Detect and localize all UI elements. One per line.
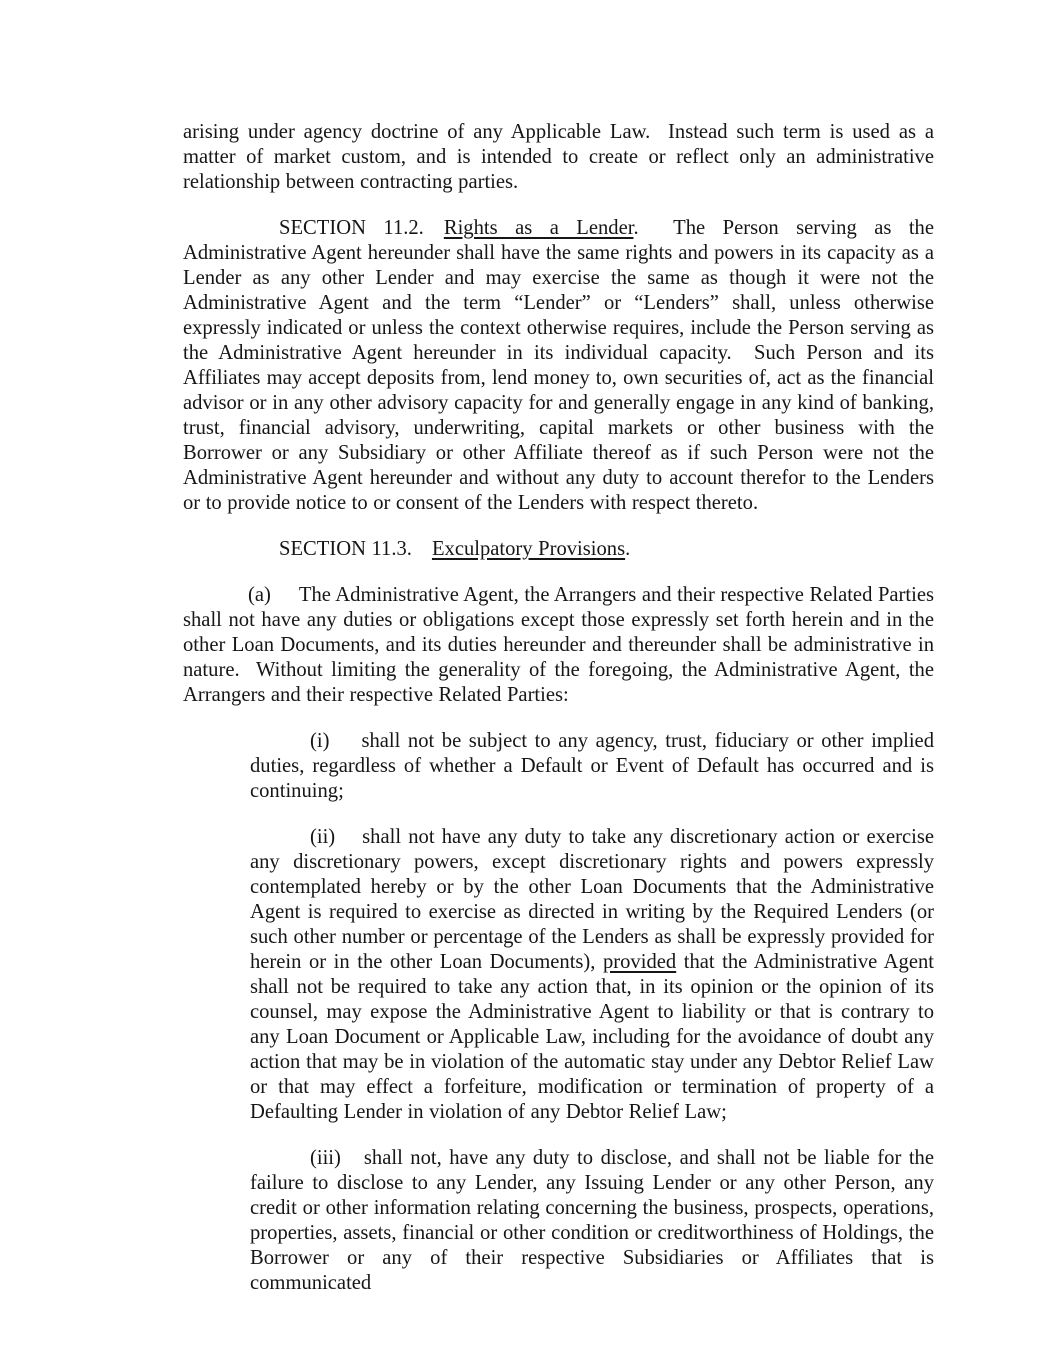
section-11-2 [183,216,934,516]
text-run: . The Person serving as the Administrative Agent hereunder shall have the same rights and powers in its capacity as a Lender as any other Lender and may exercise the same as though it were not the Administrative Agent and the term “Lender” or “Lenders” shall, unless otherwise expressly indicated or unless the context otherwise requires, include the Person serving as the Administrative Agent hereunder in its individual capacity. Such Person and its Affiliates may accept deposits from, lend money to, own securities of, act as the financial advisor or in any other advisory capacity for and generally engage in any kind of banking, trust, financial advisory, underwriting, capital markets or other business with the Borrower or any Subsidiary or other Affiliate thereof as if such Person were not the Administrative Agent hereunder and without any duty to account therefor to the Lenders or to provide notice to or consent of the Lenders with respect thereto. [183,217,934,514]
paragraph-i [250,729,934,804]
tab-spacer [412,554,432,555]
paragraph-iii [250,1146,934,1296]
text-run: shall not be subject to any agency, trust, fiduciary or other implied duties, regardless of whether a Default or Event of Default has occurred and is continuing; [250,730,934,802]
text-run: shall not, have any duty to disclose, and shall not be liable for the failure to disclose to any Lender, any Issuing Lender or any other Person, any credit or other information relating concerning the business, prospects, operations, properties, assets, financial or other condition or creditworthiness of Holdings, the Borrower or any of their respective Subsidiaries or Affiliates that is communicated [250,1147,934,1294]
text-run: arising under agency doctrine of any Applicable Law. Instead such term is used as a matter of market custom, and is intended to create or reflect only an administrative relationship between contracting parties. [183,121,934,193]
text-run: (iii) [310,1147,341,1169]
underlined-text-run: provided [602,951,677,973]
text-run: SECTION 11.2. [279,217,424,239]
paragraph-a [183,583,934,708]
tab-spacer [271,600,299,601]
document-content [183,120,934,1296]
text-run: . [625,538,631,560]
text-run: shall not have any duty to take any discretionary action or exercise any discretionary powers, except discretionary rights and powers expressly contemplated hereby or by the other Loan Documents that the Administrative Agent is required to exercise as directed in writing by the Required Lenders (or such other number or percentage of the Lenders as shall be expressly provided for herein or in the other Loan Documents), [250,826,934,973]
tab-spacer [329,746,361,747]
continuation-paragraph [183,120,934,195]
tab-spacer [341,1163,364,1164]
tab-spacer [424,233,444,234]
tab-spacer [335,842,362,843]
text-run: The Administrative Agent, the Arrangers and their respective Related Parties shall not have any duties or obligations except those expressly set forth herein and in the other Loan Documents, and its duties hereunder and thereunder shall be administrative in nature. Without limiting the generality of the foregoing, the Administrative Agent, the Arrangers and their respective Related Parties: [183,584,934,706]
text-run: that the Administrative Agent shall not be required to take any action that, in its opinion or the opinion of its counsel, may expose the Administrative Agent to liability or that is contrary to any Loan Document or Applicable Law, including for the avoidance of doubt any action that may be in violation of the automatic stay under any Debtor Relief Law or that may effect a forfeiture, modification or termination of property of a Defaulting Lender in violation of any Debtor Relief Law; [250,951,934,1123]
section-11-3-heading [183,537,934,562]
underlined-text-run: Rights as a Lender [443,217,634,239]
underlined-text-run: Exculpatory Provisions [431,538,626,560]
text-run: (a) [248,584,271,606]
text-run: SECTION 11.3. [279,538,412,560]
text-run: (i) [310,730,330,752]
paragraph-ii [250,825,934,1125]
text-run: (ii) [310,826,336,848]
